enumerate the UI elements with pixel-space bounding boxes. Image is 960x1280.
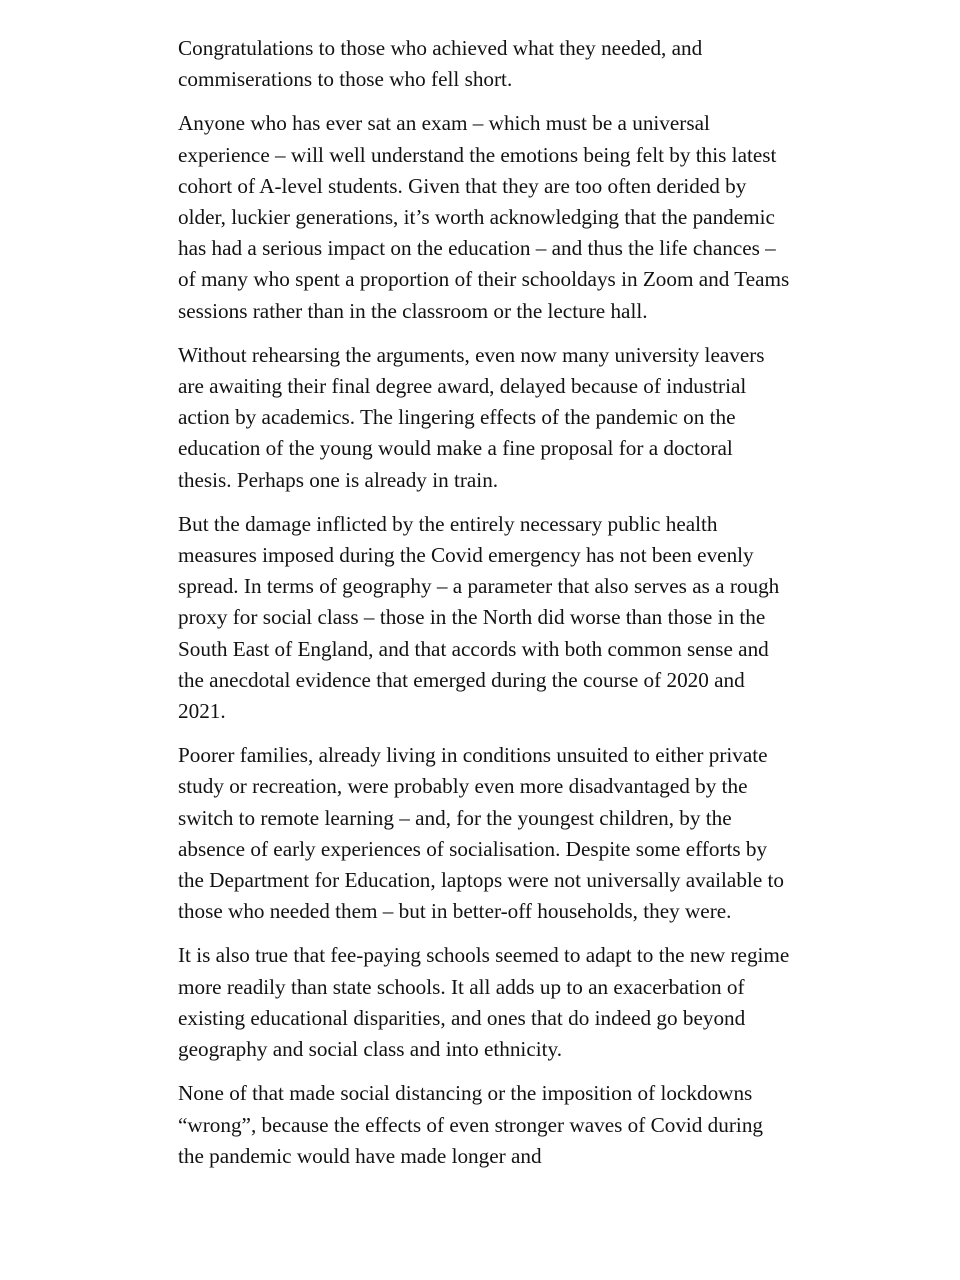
article-paragraph: Without rehearsing the arguments, even now many university leavers are awaiting their final degree award, delayed because of industrial action by academics. The lingering effects of the pandemic on the education of the young would make a fine proposal for a doctoral thesis. Perhaps one is already in train.: [178, 342, 765, 492]
article-paragraph: None of that made social distancing or the imposition of lockdowns “wrong”, because the effects of even stronger waves of Covid during the pandemic would have made longer and: [178, 1081, 764, 1168]
article-paragraph: Anyone who has ever sat an exam – which must be a universal experience – will well understand the emotions being felt by this latest cohort of A-level students. Given that they are too often derided by older, luckier generations, it’s worth acknowledging that the pandemic has had a serious impact on the education – and thus the life chances – of many who spent a proportion of their schooldays in Zoom and Teams sessions rather than in the classroom or the lecture hall.: [178, 111, 790, 323]
article-paragraph: Congratulations to those who achieved what they needed, and commiserations to those who fell short.: [178, 36, 703, 92]
article-body: [178, 33, 790, 1185]
article-paragraph: It is also true that fee-paying schools seemed to adapt to the new regime more readily than state schools. It all adds up to an exacerbation of existing educational disparities, and ones that do indeed go beyond geography and social class and into ethnicity.: [178, 943, 790, 1062]
article-paragraph: Poorer families, already living in conditions unsuited to either private study or recreation, were probably even more disadvantaged by the switch to remote learning – and, for the youngest children, by the absence of early experiences of socialisation. Despite some efforts by the Department for Education, laptops were not universally available to those who needed them – but in better-off households, they were.: [178, 743, 784, 924]
article-paragraph: But the damage inflicted by the entirely necessary public health measures imposed during the Covid emergency has not been evenly spread. In terms of geography – a parameter that also serves as a rough proxy for social class – those in the North did worse than those in the South East of England, and that accords with both common sense and the anecdotal evidence that emerged during the course of 2020 and 2021.: [178, 511, 780, 724]
